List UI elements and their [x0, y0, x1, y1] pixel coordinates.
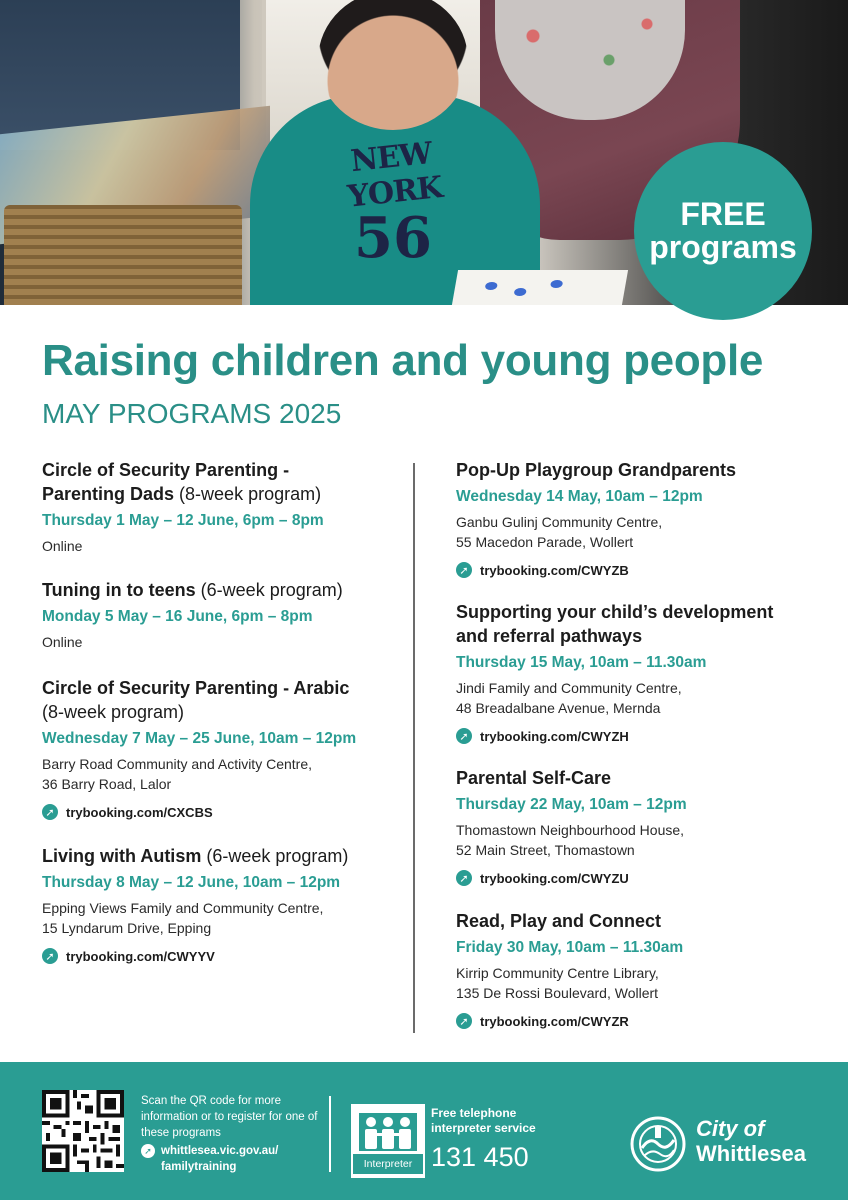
program-dates: Friday 30 May, 10am – 11.30am [456, 939, 684, 956]
website-url-line1[interactable]: whittlesea.vic.gov.au/ [161, 1145, 279, 1157]
program-location [456, 678, 816, 718]
program-item [456, 766, 816, 886]
program-address-line1: Jindi Family and Community Centre, [456, 680, 682, 696]
website-url[interactable] [161, 1143, 278, 1175]
program-address-line1: Kirrip Community Centre Library, [456, 965, 659, 981]
program-duration-note: (8-week program) [179, 484, 322, 504]
program-name-line1: Living with Autism [42, 846, 202, 866]
program-dates: Monday 5 May – 16 June, 6pm – 8pm [42, 608, 313, 625]
booking-link[interactable] [456, 1013, 816, 1029]
program-item [456, 909, 816, 1029]
website-link[interactable] [141, 1143, 321, 1175]
program-location [456, 512, 816, 552]
booking-link-text[interactable]: trybooking.com/CWYZH [480, 728, 629, 744]
page-subtitle: MAY PROGRAMS 2025 [42, 398, 342, 429]
sweater-print-line1: NEW YORK [345, 135, 444, 215]
booking-link-text[interactable]: trybooking.com/CWYYV [66, 948, 215, 964]
interpreter-figures [359, 1113, 417, 1151]
arrow-link-icon: ➚ [456, 562, 472, 578]
interpreter-symbol-icon [351, 1104, 425, 1178]
program-dates: Wednesday 14 May, 10am – 12pm [456, 488, 703, 505]
booking-link-text[interactable]: trybooking.com/CWYZU [480, 870, 629, 886]
booking-link[interactable] [456, 562, 816, 578]
program-name-line1: Circle of Security Parenting - Arabic [42, 678, 350, 698]
program-duration-note: (6-week program) [206, 846, 349, 866]
arrow-link-icon: ➚ [42, 804, 58, 820]
program-name: Pop-Up Playgroup Grandparents [456, 460, 737, 480]
badge-line1: FREE [680, 196, 766, 232]
program-address-line1: Barry Road Community and Activity Centre, [42, 756, 312, 772]
program-item [42, 676, 402, 820]
program-address-line2: 55 Macedon Parade, Wollert [456, 534, 634, 550]
column-divider [413, 463, 415, 1033]
city-logo-line2: Whittlesea [696, 1141, 807, 1166]
program-location [42, 898, 402, 938]
arrow-link-icon: ➚ [141, 1144, 155, 1158]
program-name-line2: and referral pathways [456, 626, 643, 646]
program-location [42, 754, 402, 794]
sweater-print [318, 135, 468, 271]
badge-line2: programs [649, 229, 797, 265]
program-name [42, 578, 402, 602]
arrow-link-icon: ➚ [456, 728, 472, 744]
program-address-line2: 36 Barry Road, Lalor [42, 776, 172, 792]
website-url-line2[interactable]: familytraining [161, 1161, 237, 1173]
interpreter-service-label: Free telephone interpreter service [431, 1106, 536, 1135]
program-location: Online [42, 634, 83, 650]
scan-instructions [141, 1093, 321, 1175]
arrow-link-icon: ➚ [456, 870, 472, 886]
program-address-line1: Epping Views Family and Community Centre, [42, 900, 324, 916]
program-duration-note: (6-week program) [200, 580, 343, 600]
program-name-line1: Supporting your child’s development [456, 602, 774, 622]
booking-link[interactable] [42, 804, 402, 820]
city-logo-text [696, 1116, 806, 1166]
arrow-link-icon: ➚ [456, 1013, 472, 1029]
program-dates: Thursday 8 May – 12 June, 10am – 12pm [42, 874, 341, 891]
program-item [42, 458, 402, 556]
booking-link-text[interactable]: trybooking.com/CXCBS [66, 804, 213, 820]
free-programs-badge [634, 142, 812, 320]
city-of-whittlesea-logo [628, 1114, 688, 1174]
scan-text: Scan the QR code for more information or to register for one of these programs [141, 1095, 318, 1139]
qr-code[interactable] [42, 1090, 124, 1172]
program-address-line2: 48 Breadalbane Avenue, Mernda [456, 700, 661, 716]
program-address-line2: 52 Main Street, Thomastown [456, 842, 635, 858]
program-item [42, 844, 402, 964]
program-name-line1: Tuning in to teens [42, 580, 196, 600]
page-title: Raising children and young people [42, 336, 764, 385]
program-name-line1: Circle of Security Parenting - [42, 460, 290, 480]
program-duration-note: (8-week program) [42, 702, 185, 722]
program-dates: Wednesday 7 May – 25 June, 10am – 12pm [42, 730, 357, 747]
program-name [42, 458, 402, 506]
program-item [456, 458, 816, 578]
interpreter-caption: Interpreter [353, 1154, 423, 1174]
program-name: Read, Play and Connect [456, 911, 662, 931]
sweater-print-line2: 56 [354, 205, 432, 271]
program-location: Online [42, 538, 83, 554]
program-name: Parental Self-Care [456, 768, 612, 788]
wicker-basket [4, 205, 242, 305]
interpreter-phone-number[interactable]: 131 450 [431, 1142, 529, 1172]
program-location [456, 820, 816, 860]
program-item [456, 600, 816, 744]
program-address-line1: Thomastown Neighbourhood House, [456, 822, 685, 838]
program-name [42, 676, 402, 724]
program-location [456, 963, 816, 1003]
footer-divider [329, 1096, 331, 1172]
program-dates: Thursday 22 May, 10am – 12pm [456, 796, 687, 813]
booking-link[interactable] [456, 728, 816, 744]
program-name [42, 844, 402, 868]
booking-link[interactable] [456, 870, 816, 886]
city-logo-line1: City of [696, 1116, 765, 1141]
program-dates: Thursday 1 May – 12 June, 6pm – 8pm [42, 512, 324, 529]
program-address-line2: 15 Lyndarum Drive, Epping [42, 920, 212, 936]
activity-paper [452, 270, 628, 305]
program-address-line2: 135 De Rossi Boulevard, Wollert [456, 985, 659, 1001]
program-item [42, 578, 402, 652]
footer-bar [0, 1062, 848, 1200]
booking-link[interactable] [42, 948, 402, 964]
booking-link-text[interactable]: trybooking.com/CWYZB [480, 562, 629, 578]
program-address-line1: Ganbu Gulinj Community Centre, [456, 514, 663, 530]
program-name-line2: Parenting Dads [42, 484, 175, 504]
booking-link-text[interactable]: trybooking.com/CWYZR [480, 1013, 629, 1029]
arrow-link-icon: ➚ [42, 948, 58, 964]
program-name [456, 600, 816, 648]
program-dates: Thursday 15 May, 10am – 11.30am [456, 654, 707, 671]
